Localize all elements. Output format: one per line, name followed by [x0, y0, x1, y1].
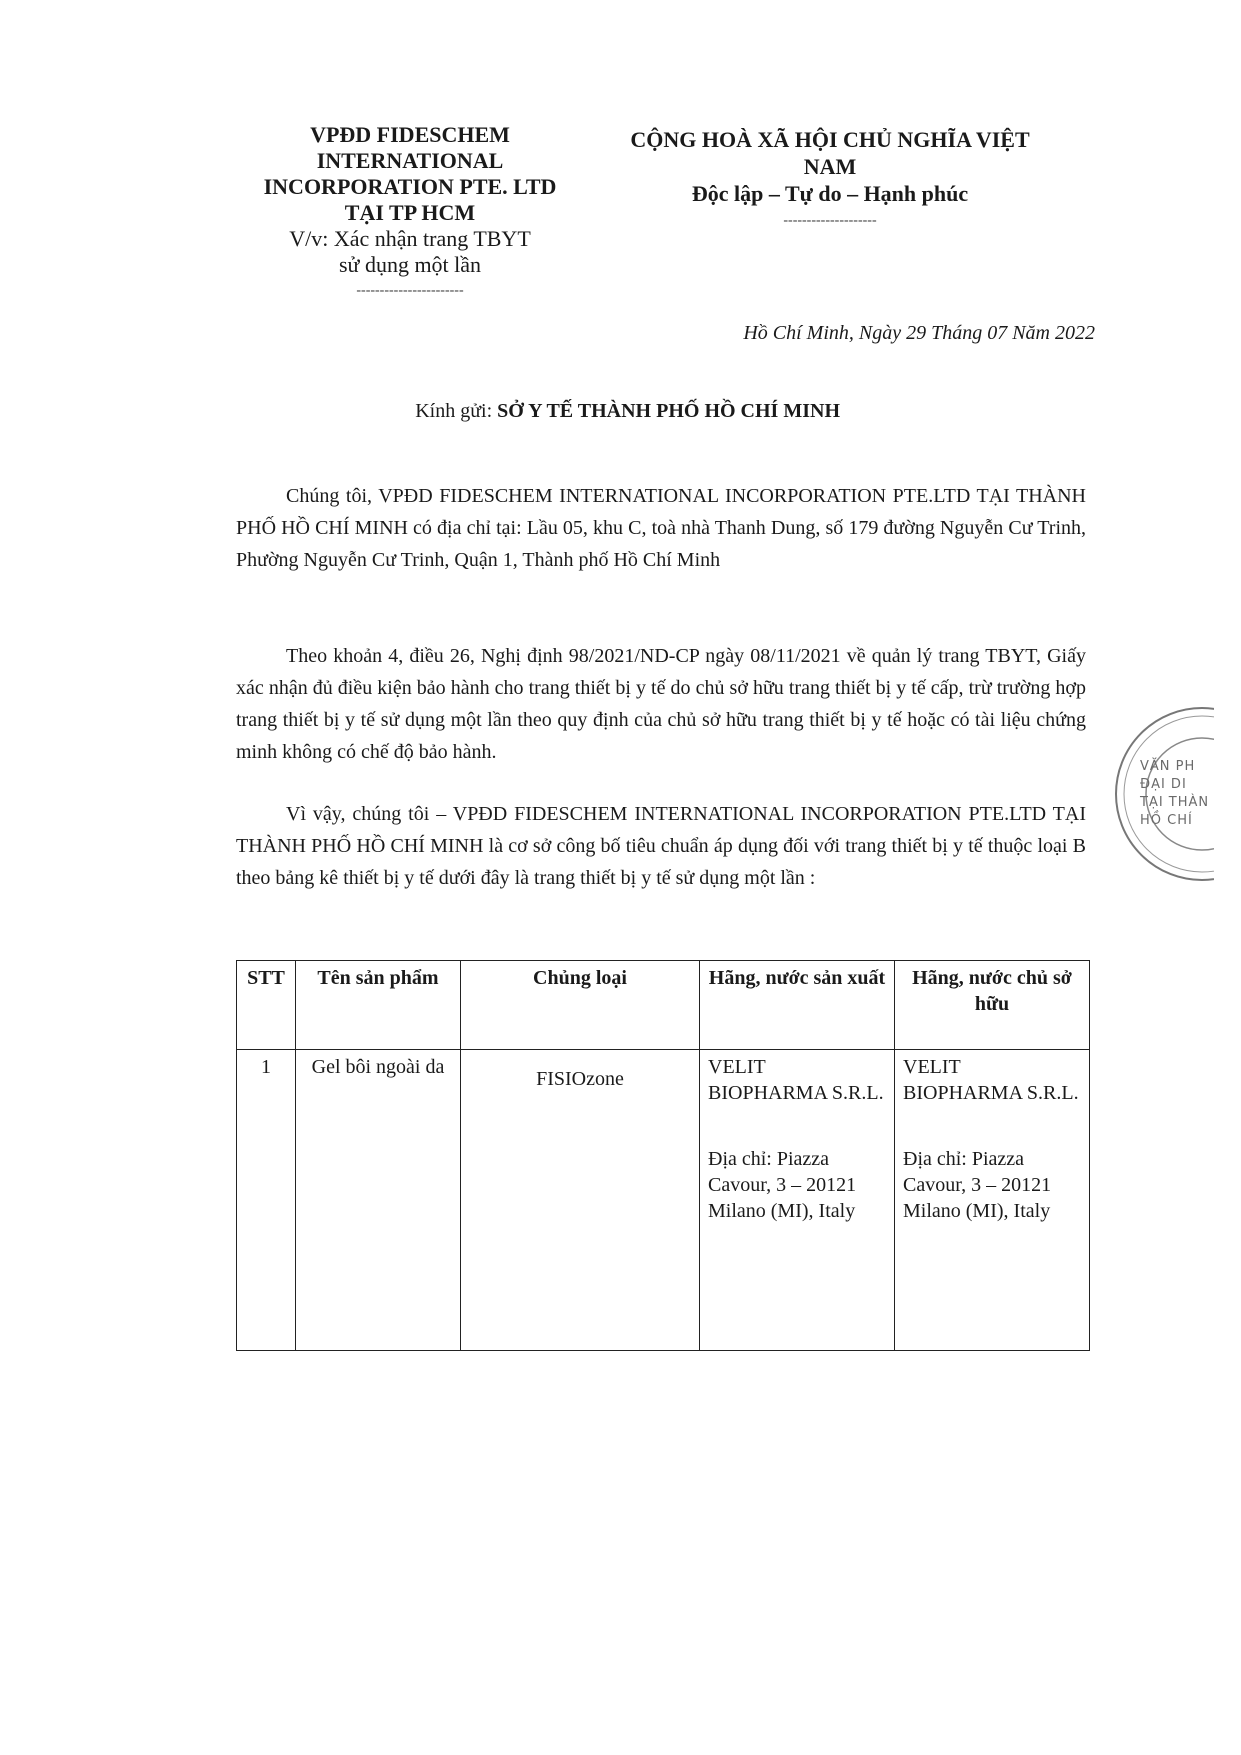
col-header-product: Tên sản phẩm	[296, 961, 461, 1050]
org-name-line-4: TẠI TP HCM	[344, 200, 476, 225]
national-motto: Độc lập – Tự do – Hạnh phúc	[691, 181, 969, 206]
cell-type	[461, 1050, 700, 1351]
product-table	[236, 960, 1090, 1351]
national-header	[630, 126, 1030, 234]
cell-product: Gel bôi ngoài da	[296, 1050, 461, 1351]
table-row	[237, 1050, 1090, 1351]
legal-basis-paragraph	[236, 640, 1086, 768]
national-divider: --------------------	[783, 213, 877, 228]
nation-name-line-2: NAM	[803, 154, 857, 179]
sender-header	[240, 122, 580, 304]
stamp-line-4: HỒ CHÍ	[1140, 813, 1193, 828]
org-name-line-1: VPĐD FIDESCHEM	[310, 122, 510, 147]
table-header-row	[237, 961, 1090, 1050]
document-date: Hồ Chí Minh, Ngày 29 Tháng 07 Năm 2022	[743, 322, 1095, 344]
stamp-line-1: VĂN PH	[1140, 759, 1196, 774]
office-stamp	[1094, 706, 1214, 906]
col-header-owner: Hãng, nước chủ sở hữu	[895, 961, 1090, 1050]
stamp-line-2: ĐẠI DI	[1140, 777, 1187, 792]
recipient-prefix: Kính gửi:	[415, 400, 498, 422]
stamp-line-3: TẠI THÀN	[1140, 795, 1210, 810]
cell-type-text: FISIOzone	[536, 1068, 624, 1090]
declaration-paragraph	[236, 798, 1086, 894]
owner-name: VELIT BIOPHARMA S.R.L.	[903, 1056, 1079, 1104]
stamp-center-text	[1140, 758, 1214, 830]
cell-owner	[895, 1050, 1090, 1351]
owner-address: Địa chỉ: Piazza Cavour, 3 – 20121 Milano (MI), Italy	[903, 1148, 1052, 1222]
intro-paragraph	[236, 480, 1086, 576]
sender-divider: -----------------------	[356, 283, 464, 298]
recipient-line	[200, 400, 840, 423]
recipient-name: SỞ Y TẾ THÀNH PHỐ HỒ CHÍ MINH	[497, 400, 840, 422]
cell-manufacturer	[700, 1050, 895, 1351]
manufacturer-address: Địa chỉ: Piazza Cavour, 3 – 20121 Milano (MI), Italy	[708, 1148, 857, 1222]
col-header-type: Chủng loại	[461, 961, 700, 1050]
subject-line-1: V/v: Xác nhận trang TBYT	[289, 226, 531, 251]
nation-name-line-1: CỘNG HOÀ XÃ HỘI CHỦ NGHĨA VIỆT	[630, 127, 1030, 152]
org-name-line-3: INCORPORATION PTE. LTD	[263, 174, 557, 199]
subject-line-2: sử dụng một lần	[338, 252, 482, 277]
declaration-text: Vì vậy, chúng tôi – VPĐD FIDESCHEM INTERNATIONAL INCORPORATION PTE.LTD TẠI THÀNH PHỐ HỒ CHÍ MINH là cơ sở công bố tiêu chuẩn áp dụng đối với trang thiết bị y tế thuộc loại B theo bảng kê thiết bị y tế dưới đây là trang thiết bị y tế sử dụng một lần :	[236, 803, 1086, 889]
col-header-manufacturer: Hãng, nước sản xuất	[700, 961, 895, 1050]
manufacturer-name: VELIT BIOPHARMA S.R.L.	[708, 1056, 884, 1104]
col-header-stt: STT	[237, 961, 296, 1050]
legal-basis-text: Theo khoản 4, điều 26, Nghị định 98/2021/ND-CP ngày 08/11/2021 về quản lý trang TBYT, Giấy xác nhận đủ điều kiện bảo hành cho trang thiết bị y tế do chủ sở hữu trang thiết bị y tế cấp, trừ trường hợp trang thiết bị y tế sử dụng một lần theo quy định của chủ sở hữu trang thiết bị y tế hoặc có tài liệu chứng minh không có chế độ bảo hành.	[236, 645, 1086, 763]
intro-text: Chúng tôi, VPĐD FIDESCHEM INTERNATIONAL INCORPORATION PTE.LTD TẠI THÀNH PHỐ HỒ CHÍ MINH có địa chỉ tại: Lầu 05, khu C, toà nhà Thanh Dung, số 179 đường Nguyễn Cư Trinh, Phường Nguyễn Cư Trinh, Quận 1, Thành phố Hồ Chí Minh	[236, 485, 1086, 571]
org-name-line-2: INTERNATIONAL	[316, 148, 504, 173]
cell-stt: 1	[237, 1050, 296, 1351]
